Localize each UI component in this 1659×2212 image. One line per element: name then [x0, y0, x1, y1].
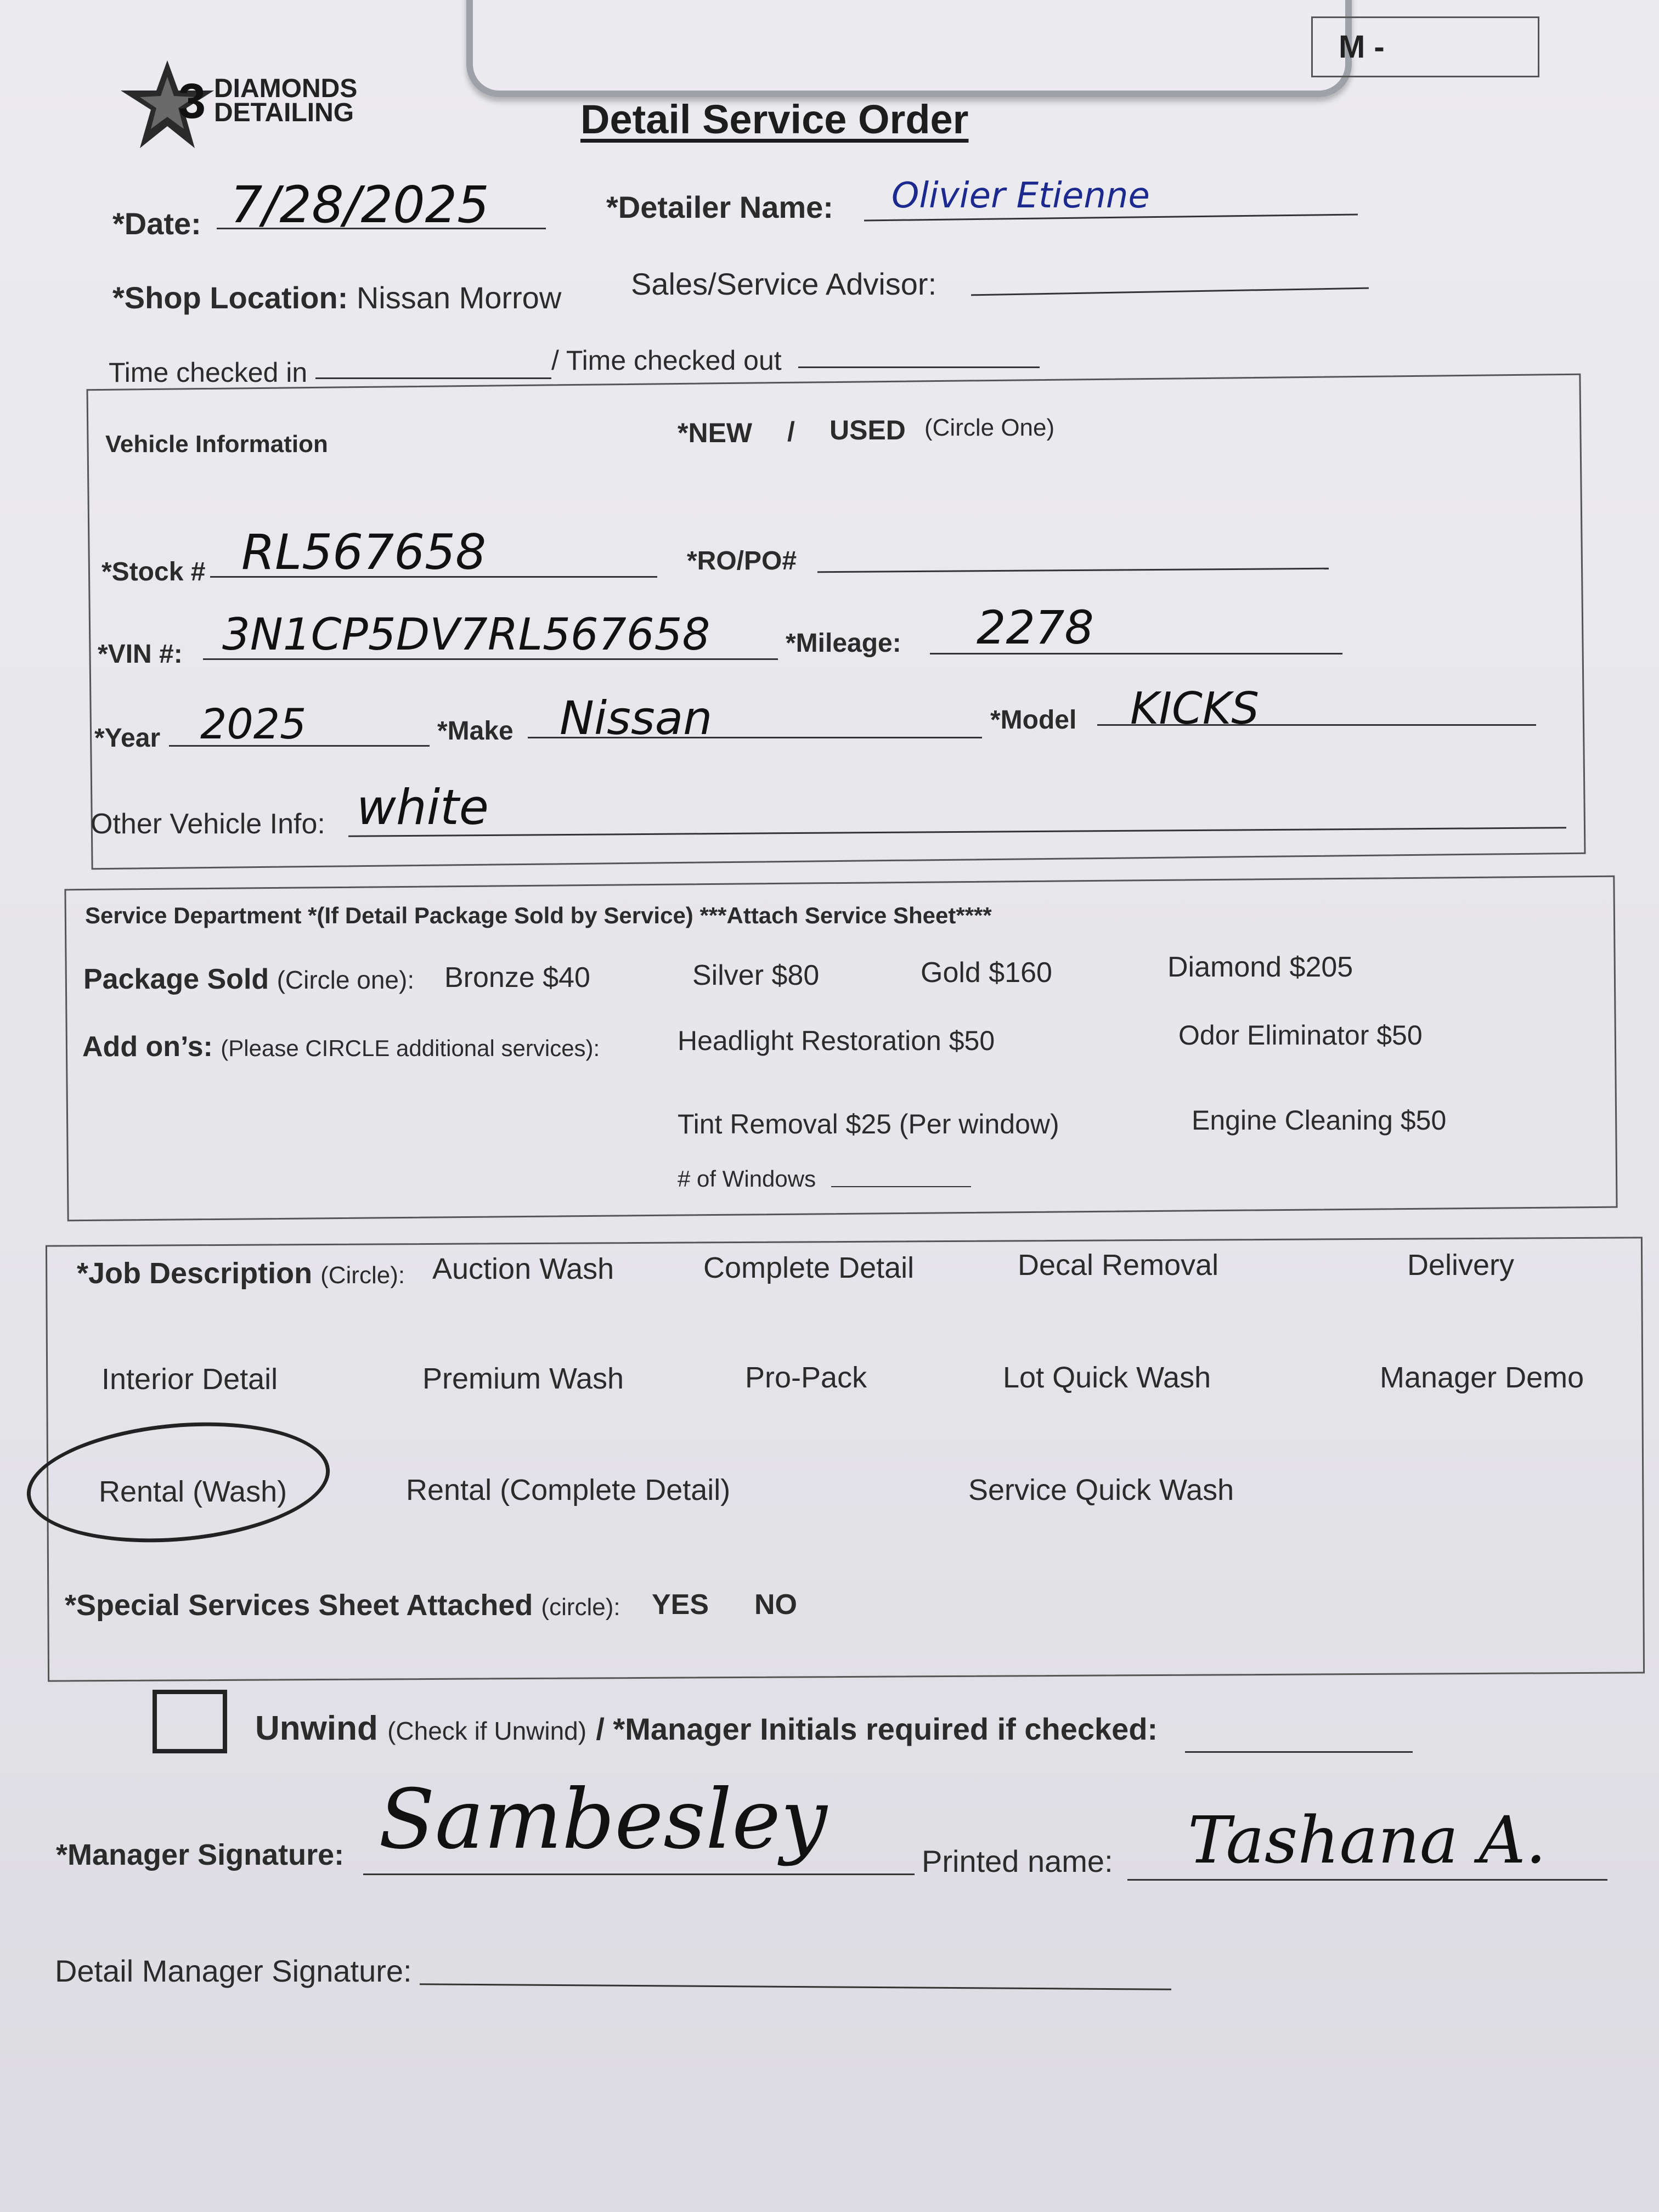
package-gold[interactable]: Gold $160	[921, 957, 1052, 989]
stock-label: *Stock #	[101, 557, 206, 586]
other-info-value: white	[357, 779, 489, 836]
model-value: KICKS	[1130, 683, 1260, 734]
special-hint: (circle):	[541, 1594, 620, 1621]
job-label: *Job Description	[77, 1257, 313, 1290]
detailer-label: *Detailer Name:	[606, 190, 833, 224]
manager-signature-value: Sambesley	[379, 1772, 827, 1867]
addons-title: Add on’s:	[82, 1031, 213, 1063]
package-bronze[interactable]: Bronze $40	[444, 962, 590, 994]
clipboard-clip	[466, 0, 1352, 97]
job-interior-detail[interactable]: Interior Detail	[101, 1363, 278, 1396]
special-no[interactable]: NO	[754, 1589, 797, 1621]
job-pro-pack[interactable]: Pro-Pack	[745, 1361, 867, 1394]
shop-location	[112, 280, 561, 315]
ro-label: *RO/PO#	[687, 546, 797, 575]
logo-line1: DIAMONDS	[214, 74, 358, 103]
unwind-label: Unwind	[255, 1709, 378, 1747]
time-out-label: / Time checked out	[551, 345, 782, 376]
job-rental-complete-detail[interactable]: Rental (Complete Detail)	[406, 1474, 731, 1506]
logo-line2: DETAILING	[214, 98, 354, 127]
addon-headlight[interactable]: Headlight Restoration $50	[678, 1025, 995, 1056]
job-rental-wash[interactable]: Rental (Wash)	[99, 1475, 287, 1508]
date-value: 7/28/2025	[230, 176, 489, 234]
vin-value: 3N1CP5DV7RL567658	[222, 609, 710, 660]
slash-label: /	[787, 416, 795, 447]
job-lot-quick-wash[interactable]: Lot Quick Wash	[1003, 1361, 1211, 1394]
diamond-logo-icon	[112, 58, 222, 156]
job-delivery[interactable]: Delivery	[1407, 1249, 1515, 1282]
vehicle-section-label: Vehicle Information	[105, 431, 328, 458]
addon-odor[interactable]: Odor Eliminator $50	[1178, 1020, 1423, 1051]
job-description-label	[77, 1256, 405, 1290]
windows-line	[831, 1186, 971, 1187]
time-out-line	[798, 366, 1040, 368]
year-label: *Year	[94, 724, 161, 753]
page-title: Detail Service Order	[580, 97, 969, 142]
job-manager-demo[interactable]: Manager Demo	[1380, 1361, 1584, 1394]
package-silver[interactable]: Silver $80	[692, 960, 820, 991]
printed-name-value: Tashana A.	[1188, 1802, 1547, 1878]
detailer-value: Olivier Etienne	[891, 176, 1150, 216]
circle-one-hint: (Circle One)	[924, 414, 1055, 441]
job-complete-detail[interactable]: Complete Detail	[703, 1251, 915, 1284]
job-decal-removal[interactable]: Decal Removal	[1018, 1249, 1219, 1282]
job-premium-wash[interactable]: Premium Wash	[422, 1362, 624, 1395]
special-yes[interactable]: YES	[652, 1589, 709, 1621]
time-in-line	[315, 377, 551, 379]
make-label: *Make	[437, 716, 514, 746]
service-heading: Service Department *(If Detail Package Sold by Service) ***Attach Service Sheet****	[85, 902, 992, 928]
model-label: *Model	[990, 706, 1077, 735]
special-label: *Special Services Sheet Attached	[65, 1589, 533, 1622]
unwind-row	[255, 1709, 1158, 1748]
manager-initials-line	[1185, 1751, 1413, 1753]
addon-engine[interactable]: Engine Cleaning $50	[1192, 1105, 1447, 1136]
special-services-label	[65, 1588, 620, 1622]
stock-value: RL567658	[241, 524, 487, 580]
package-sold-label	[83, 963, 414, 996]
package-diamond[interactable]: Diamond $205	[1167, 951, 1353, 983]
corner-text: M -	[1339, 29, 1385, 65]
detail-manager-signature-label: Detail Manager Signature:	[55, 1954, 412, 1988]
logo-text	[214, 74, 358, 127]
mileage-value: 2278	[977, 601, 1094, 654]
unwind-checkbox[interactable]	[153, 1690, 227, 1753]
job-auction-wash[interactable]: Auction Wash	[432, 1252, 614, 1285]
used-label: USED	[830, 415, 906, 445]
advisor-label: Sales/Service Advisor:	[631, 267, 937, 301]
date-label: *Date:	[112, 206, 201, 241]
manager-signature-label: *Manager Signature:	[56, 1838, 345, 1871]
shop-value: Nissan Morrow	[356, 280, 562, 315]
mileage-label: *Mileage:	[786, 629, 901, 658]
vin-label: *VIN #:	[98, 640, 183, 669]
manager-signature-line	[363, 1874, 915, 1875]
logo-number: 3	[178, 74, 206, 129]
package-label: Package Sold	[83, 963, 269, 995]
shop-label: *Shop Location:	[112, 280, 348, 315]
new-label: *NEW	[678, 417, 753, 448]
year-value: 2025	[200, 699, 307, 748]
manager-initials-label: / *Manager Initials required if checked:	[596, 1712, 1158, 1746]
addons-hint: (Please CIRCLE additional services):	[221, 1035, 600, 1061]
printed-name-line	[1127, 1879, 1607, 1881]
windows-label: # of Windows	[678, 1166, 816, 1192]
printed-name-label: Printed name:	[922, 1844, 1113, 1878]
addon-tint[interactable]: Tint Removal $25 (Per window)	[678, 1109, 1059, 1139]
make-value: Nissan	[560, 691, 713, 745]
job-service-quick-wash[interactable]: Service Quick Wash	[968, 1474, 1234, 1506]
package-hint: (Circle one):	[276, 966, 415, 994]
job-hint: (Circle):	[320, 1262, 405, 1289]
time-in-label: Time checked in	[109, 357, 308, 388]
addons-label	[82, 1030, 600, 1063]
unwind-hint: (Check if Unwind)	[387, 1717, 587, 1745]
other-info-label: Other Vehicle Info:	[91, 808, 325, 840]
